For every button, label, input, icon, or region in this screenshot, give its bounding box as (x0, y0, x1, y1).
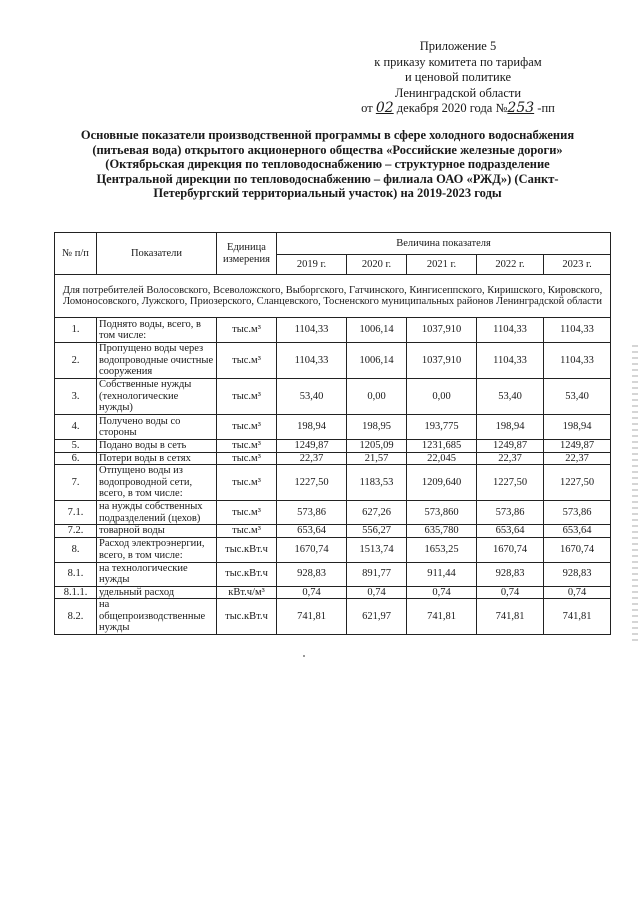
row-unit: тыс.м³ (217, 452, 277, 465)
table-row (55, 379, 611, 415)
row-value: 1249,87 (277, 440, 347, 453)
row-value: 573,860 (407, 501, 477, 525)
row-indicator: Получено воды со стороны (97, 415, 217, 440)
row-value: 621,97 (347, 599, 407, 635)
row-number: 7.1. (55, 501, 97, 525)
document-title: Основные показатели производственной программы в сфере холодного водоснабжения (питьевая вода) открытого акционерного общества «Российские железные дороги» (Октябрьская дирекция по тепловодоснабжению – структурное подразделение Центральной дирекции по тепловодоснабжению – филиала ОАО «РЖД») (Санкт-Петербургский территориальный участок) на 2019-2023 годы (80, 128, 575, 200)
row-value: 1006,14 (347, 343, 407, 379)
row-number: 8.1.1. (55, 586, 97, 599)
row-value: 198,94 (277, 415, 347, 440)
margin-stamp (632, 345, 638, 645)
row-indicator: товарной воды (97, 525, 217, 538)
date-prefix: от (361, 101, 373, 115)
row-value: 635,780 (407, 525, 477, 538)
row-value: 21,57 (347, 452, 407, 465)
row-value: 1104,33 (477, 318, 544, 343)
row-value: 198,94 (477, 415, 544, 440)
row-value: 627,26 (347, 501, 407, 525)
row-indicator: Потери воды в сетях (97, 452, 217, 465)
row-value: 198,94 (544, 415, 611, 440)
row-value: 0,74 (407, 586, 477, 599)
row-value: 1249,87 (477, 440, 544, 453)
table-row (55, 452, 611, 465)
row-number: 7.2. (55, 525, 97, 538)
row-value: 1104,33 (477, 343, 544, 379)
appendix-header (328, 39, 588, 117)
order-suffix: -пп (537, 101, 555, 115)
row-number: 8.1. (55, 562, 97, 586)
row-value: 0,74 (277, 586, 347, 599)
row-indicator: Подано воды в сеть (97, 440, 217, 453)
row-value: 53,40 (277, 379, 347, 415)
row-number: 7. (55, 465, 97, 501)
table-row (55, 586, 611, 599)
row-value: 1209,640 (407, 465, 477, 501)
row-unit: тыс.м³ (217, 379, 277, 415)
table-row (55, 343, 611, 379)
table-row (55, 501, 611, 525)
row-value: 1104,33 (277, 343, 347, 379)
year-header: 2023 г. (544, 255, 611, 275)
table-row (55, 440, 611, 453)
row-value: 193,775 (407, 415, 477, 440)
row-value: 1205,09 (347, 440, 407, 453)
row-number: 8.2. (55, 599, 97, 635)
row-unit: тыс.м³ (217, 465, 277, 501)
row-value: 1249,87 (544, 440, 611, 453)
row-number: 6. (55, 452, 97, 465)
order-number: 253 (507, 100, 535, 116)
row-value: 1227,50 (544, 465, 611, 501)
row-indicator: на нужды собственных подразделений (цехов) (97, 501, 217, 525)
row-value: 1670,74 (544, 537, 611, 562)
row-value: 653,64 (477, 525, 544, 538)
row-value: 0,74 (544, 586, 611, 599)
row-number: 5. (55, 440, 97, 453)
row-indicator: удельный расход (97, 586, 217, 599)
row-number: 8. (55, 537, 97, 562)
row-value: 22,37 (477, 452, 544, 465)
col-num-header: № п/п (55, 233, 97, 275)
order-date-line (328, 101, 588, 117)
row-number: 1. (55, 318, 97, 343)
table-row (55, 537, 611, 562)
region-line: Ленинградской области (394, 85, 522, 100)
row-value: 1653,25 (407, 537, 477, 562)
row-unit: тыс.кВт.ч (217, 537, 277, 562)
row-value: 1037,910 (407, 318, 477, 343)
row-unit: тыс.м³ (217, 318, 277, 343)
row-indicator: Собственные нужды (технологические нужды) (97, 379, 217, 415)
row-value: 573,86 (544, 501, 611, 525)
table-row (55, 599, 611, 635)
row-value: 1037,910 (407, 343, 477, 379)
year-header: 2019 г. (277, 255, 347, 275)
table-row (55, 562, 611, 586)
row-value: 1006,14 (347, 318, 407, 343)
row-value: 1104,33 (544, 318, 611, 343)
row-value: 53,40 (544, 379, 611, 415)
col-unit-header: Единица измерения (217, 233, 277, 275)
row-value: 928,83 (277, 562, 347, 586)
row-value: 928,83 (477, 562, 544, 586)
row-value: 653,64 (277, 525, 347, 538)
date-mid: декабря 2020 года № (396, 101, 508, 115)
row-indicator: на общепроизводственные нужды (97, 599, 217, 635)
row-value: 1104,33 (277, 318, 347, 343)
table-row (55, 465, 611, 501)
row-value: 741,81 (277, 599, 347, 635)
table-row (55, 415, 611, 440)
row-indicator: Поднято воды, всего, в том числе: (97, 318, 217, 343)
row-indicator: Пропущено воды через водопроводные очистные сооружения (97, 343, 217, 379)
row-unit: тыс.м³ (217, 525, 277, 538)
row-value: 741,81 (477, 599, 544, 635)
row-value: 573,86 (277, 501, 347, 525)
row-value: 741,81 (544, 599, 611, 635)
year-header: 2022 г. (477, 255, 544, 275)
scan-speck (303, 655, 305, 657)
row-unit: тыс.м³ (217, 343, 277, 379)
row-unit: кВт.ч/м³ (217, 586, 277, 599)
row-indicator: Отпущено воды из водопроводной сети, всего, в том числе: (97, 465, 217, 501)
row-value: 928,83 (544, 562, 611, 586)
order-day: 02 (375, 100, 394, 116)
row-value: 0,00 (407, 379, 477, 415)
row-unit: тыс.кВт.ч (217, 599, 277, 635)
row-number: 4. (55, 415, 97, 440)
row-unit: тыс.м³ (217, 415, 277, 440)
row-unit: тыс.м³ (217, 440, 277, 453)
row-value: 1670,74 (477, 537, 544, 562)
row-value: 556,27 (347, 525, 407, 538)
table-row (55, 318, 611, 343)
row-value: 0,74 (347, 586, 407, 599)
row-value: 1513,74 (347, 537, 407, 562)
row-value: 573,86 (477, 501, 544, 525)
appendix-label: Приложение 5 (419, 39, 497, 53)
row-value: 653,64 (544, 525, 611, 538)
row-value: 1227,50 (277, 465, 347, 501)
year-header: 2020 г. (347, 255, 407, 275)
row-value: 0,00 (347, 379, 407, 415)
order-line: к приказу комитета по тарифам (374, 54, 542, 69)
row-value: 22,37 (544, 452, 611, 465)
row-value: 0,74 (477, 586, 544, 599)
committee-line: и ценовой политике (404, 70, 512, 84)
row-indicator: на технологические нужды (97, 562, 217, 586)
row-number: 2. (55, 343, 97, 379)
row-number: 3. (55, 379, 97, 415)
consumer-group-row: Для потребителей Волосовского, Всеволожского, Выборгского, Гатчинского, Кингисеппского, Киришского, Кировского, Ломоносовского, Лужского, Приозерского, Сланцевского, Тосненского муниципальных районов Ленинградской области (55, 275, 611, 318)
row-value: 1183,53 (347, 465, 407, 501)
row-value: 22,045 (407, 452, 477, 465)
row-value: 1670,74 (277, 537, 347, 562)
col-name-header: Показатели (97, 233, 217, 275)
row-unit: тыс.кВт.ч (217, 562, 277, 586)
row-value: 1231,685 (407, 440, 477, 453)
row-value: 198,95 (347, 415, 407, 440)
row-value: 22,37 (277, 452, 347, 465)
row-value: 1227,50 (477, 465, 544, 501)
row-value: 741,81 (407, 599, 477, 635)
row-indicator: Расход электроэнергии, всего, в том числе: (97, 537, 217, 562)
row-value: 1104,33 (544, 343, 611, 379)
indicators-table (54, 232, 611, 635)
row-value: 891,77 (347, 562, 407, 586)
row-value: 911,44 (407, 562, 477, 586)
row-value: 53,40 (477, 379, 544, 415)
year-header: 2021 г. (407, 255, 477, 275)
row-unit: тыс.м³ (217, 501, 277, 525)
table-row (55, 525, 611, 538)
col-value-header: Величина показателя (277, 233, 611, 255)
